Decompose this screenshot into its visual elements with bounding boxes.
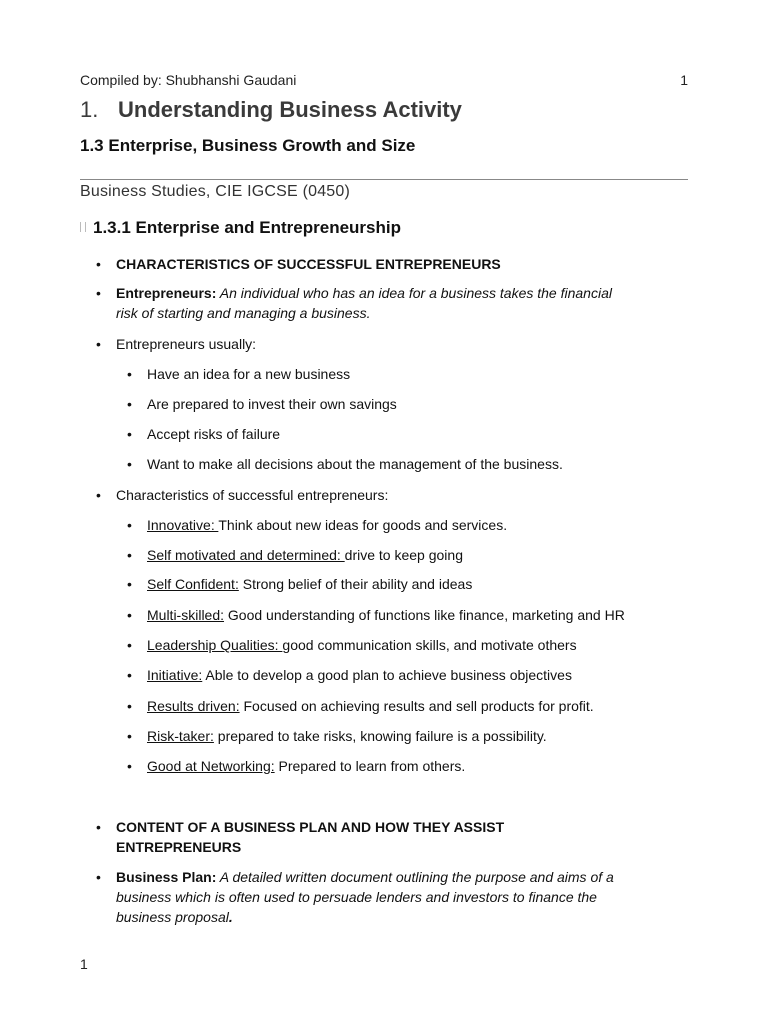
sub-list-item <box>127 424 687 444</box>
trait-item <box>127 574 687 594</box>
list-item <box>96 867 676 927</box>
list-text: Accept risks of failure <box>147 426 281 442</box>
trait-term: Multi-skilled: <box>147 607 225 623</box>
sub-list-item <box>127 454 687 474</box>
bullet-heading: CHARACTERISTICS OF SUCCESSFUL ENTREPRENEURS <box>116 256 501 272</box>
bullet-icon: • <box>127 637 132 653</box>
bullet-icon: • <box>127 396 132 412</box>
bullet-icon: • <box>96 487 101 503</box>
list-item <box>96 485 676 505</box>
bullet-icon: • <box>127 728 132 744</box>
divider <box>80 179 688 180</box>
trait-item <box>127 696 687 716</box>
trait-desc: Think about new ideas for goods and services. <box>218 517 508 533</box>
compiled-by: Compiled by: Shubhanshi Gaudani <box>80 72 297 88</box>
course-name: Business Studies, CIE IGCSE (0450) <box>80 183 351 200</box>
bullet-icon: • <box>127 456 132 472</box>
bullet-icon: • <box>96 819 101 835</box>
trait-item <box>127 665 687 685</box>
definition-text-cont: risk of starting and managing a business. <box>116 305 371 321</box>
list-item <box>96 334 676 354</box>
bullet-icon: • <box>96 256 101 272</box>
page-header <box>80 72 688 90</box>
bullet-icon: • <box>127 758 132 774</box>
subsection-heading-text: 1.3.1 Enterprise and Entrepreneurship <box>93 218 401 237</box>
definition-period: . <box>228 909 233 925</box>
trait-term: Risk-taker: <box>147 728 214 744</box>
bullet-icon: • <box>127 698 132 714</box>
list-text: Want to make all decisions about the management of the business. <box>147 456 563 472</box>
chapter-title-text: Understanding Business Activity <box>118 97 462 122</box>
bullet-icon: • <box>127 576 132 592</box>
trait-term: Good at Networking: <box>147 758 275 774</box>
definition-term: Entrepreneurs: <box>116 285 217 301</box>
trait-desc: prepared to take risks, knowing failure is a possibility. <box>213 728 547 744</box>
trait-desc: Prepared to learn from others. <box>274 758 466 774</box>
trait-term: Leadership Qualities: <box>147 637 283 653</box>
trait-term: Innovative: <box>147 517 219 533</box>
chapter-title <box>80 97 462 123</box>
trait-item <box>127 515 687 535</box>
sub-list-item <box>127 364 687 384</box>
trait-item <box>127 635 687 655</box>
trait-item <box>127 605 687 625</box>
trait-desc: Strong belief of their ability and ideas <box>238 576 473 592</box>
trait-desc: Focused on achieving results and sell products for profit. <box>239 698 594 714</box>
definition-text: An individual who has an idea for a business takes the financial <box>216 285 612 301</box>
list-item <box>96 283 676 323</box>
definition-text-end: business proposal <box>116 909 229 925</box>
footer-page-number: 1 <box>80 956 88 972</box>
bullet-icon: • <box>96 285 101 301</box>
trait-term: Self Confident: <box>147 576 239 592</box>
bullet-icon: • <box>127 426 132 442</box>
section-subtitle: 1.3 Enterprise, Business Growth and Size <box>80 136 416 155</box>
trait-term: Self motivated and determined: <box>147 547 345 563</box>
trait-desc: Able to develop a good plan to achieve business objectives <box>202 667 572 683</box>
bullet-heading-cont: ENTREPRENEURS <box>116 839 242 855</box>
list-text: Entrepreneurs usually: <box>116 336 257 352</box>
trait-desc: Good understanding of functions like finance, marketing and HR <box>224 607 625 623</box>
header-page-number: 1 <box>680 72 688 88</box>
bullet-icon: • <box>96 336 101 352</box>
bullet-icon: • <box>127 667 132 683</box>
definition-text-cont: business which is often used to persuade lenders and investors to finance the <box>116 889 597 905</box>
trait-term: Initiative: <box>147 667 203 683</box>
trait-item <box>127 545 687 565</box>
list-text: Are prepared to invest their own savings <box>147 396 397 412</box>
definition-text: A detailed written document outlining the purpose and aims of a <box>216 869 614 885</box>
heading-marker-icon <box>80 222 86 232</box>
list-text: Characteristics of successful entrepreneurs: <box>116 487 389 503</box>
bullet-heading: CONTENT OF A BUSINESS PLAN AND HOW THEY ASSIST <box>116 819 505 835</box>
bullet-icon: • <box>127 517 132 533</box>
bullet-icon: • <box>96 869 101 885</box>
bullet-icon: • <box>127 607 132 623</box>
list-text: Have an idea for a new business <box>147 366 351 382</box>
subsection-heading <box>80 218 401 238</box>
trait-desc: good communication skills, and motivate others <box>282 637 577 653</box>
list-item <box>96 817 676 857</box>
bullet-icon: • <box>127 366 132 382</box>
trait-term: Results driven: <box>147 698 240 714</box>
definition-term: Business Plan: <box>116 869 217 885</box>
list-item <box>96 254 676 274</box>
sub-list-item <box>127 394 687 414</box>
chapter-number: 1. <box>80 97 99 122</box>
trait-item <box>127 726 687 746</box>
bullet-icon: • <box>127 547 132 563</box>
trait-item <box>127 756 687 776</box>
trait-desc: drive to keep going <box>344 547 463 563</box>
